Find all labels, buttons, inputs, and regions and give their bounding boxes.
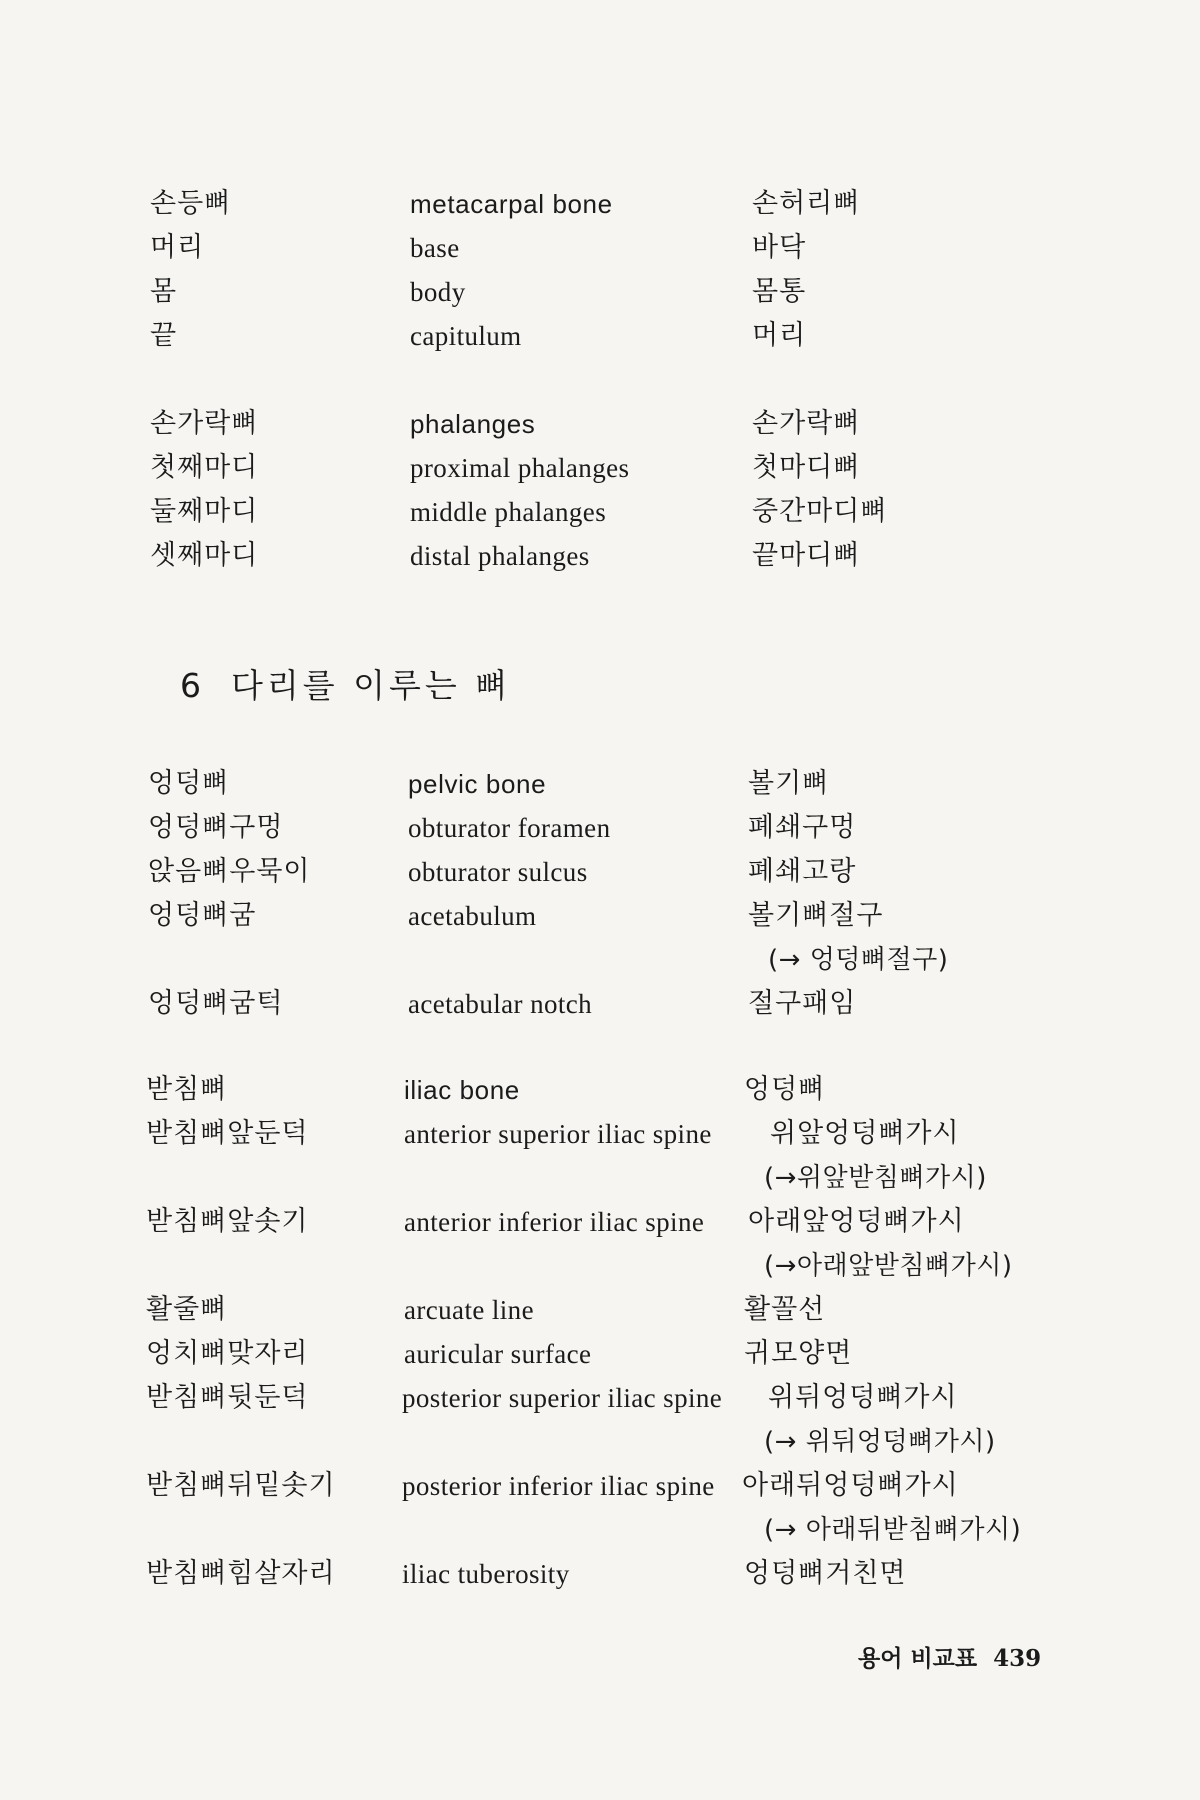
- term-group-pelvic: [0, 762, 1200, 1026]
- old-korean-term: 엉치뼈맞자리: [146, 1338, 309, 1369]
- old-korean-term: 받침뼈뒤밑솟기: [146, 1470, 336, 1501]
- english-term: proximal phalanges: [410, 453, 630, 483]
- english-term: posterior superior iliac spine: [402, 1383, 723, 1413]
- old-korean-term: 받침뼈뒷둔덕: [146, 1382, 309, 1413]
- new-korean-term: 아래앞엉덩뼈가시: [748, 1206, 965, 1237]
- table-row: [0, 226, 1200, 270]
- new-korean-term: 볼기뼈: [748, 768, 830, 799]
- section-heading: [180, 660, 511, 707]
- english-term: iliac tuberosity: [402, 1559, 570, 1589]
- table-row-continuation: [0, 938, 1200, 982]
- table-row: [0, 534, 1200, 578]
- english-term: arcuate line: [404, 1295, 534, 1325]
- english-term: pelvic bone: [408, 769, 547, 799]
- new-korean-term: 위뒤엉덩뼈가시: [768, 1382, 958, 1413]
- english-term: capitulum: [410, 321, 522, 351]
- table-row: [0, 402, 1200, 446]
- new-korean-term: 바닥: [752, 232, 807, 263]
- old-korean-term: 손가락뼈: [150, 408, 259, 439]
- new-korean-term: 엉덩뼈거친면: [744, 1558, 907, 1589]
- old-korean-term: 끝: [150, 320, 178, 351]
- table-row: [0, 1200, 1200, 1244]
- table-row: [0, 270, 1200, 314]
- section-title: 다리를 이루는 뼈: [231, 666, 512, 705]
- old-korean-term: 엉덩뼈: [148, 768, 230, 799]
- english-term: base: [410, 233, 460, 263]
- new-korean-term: 손허리뼈: [752, 188, 861, 219]
- term-note: (→위앞받침뼈가시): [764, 1163, 987, 1193]
- term-group-metacarpal: [0, 182, 1200, 358]
- old-korean-term: 받침뼈힘살자리: [146, 1558, 336, 1589]
- new-korean-term: 폐쇄고랑: [748, 856, 857, 887]
- table-row: [0, 982, 1200, 1026]
- old-korean-term: 첫째마디: [150, 452, 259, 483]
- english-term: anterior superior iliac spine: [404, 1119, 712, 1149]
- table-row-continuation: [0, 1420, 1200, 1464]
- english-term: iliac bone: [404, 1075, 520, 1105]
- new-korean-term: 폐쇄구멍: [748, 812, 857, 843]
- table-row: [0, 1332, 1200, 1376]
- table-row: [0, 314, 1200, 358]
- old-korean-term: 머리: [150, 232, 205, 263]
- old-korean-term: 엉덩뼈굼턱: [148, 988, 284, 1019]
- table-row: [0, 894, 1200, 938]
- new-korean-term: 아래뒤엉덩뼈가시: [742, 1470, 959, 1501]
- table-row: [0, 1376, 1200, 1420]
- english-term: auricular surface: [404, 1339, 592, 1369]
- table-row: [0, 806, 1200, 850]
- footer-label: 용어 비교표: [858, 1645, 978, 1672]
- new-korean-term: 활꼴선: [744, 1294, 826, 1325]
- table-row: [0, 1552, 1200, 1596]
- english-term: obturator sulcus: [408, 857, 588, 887]
- term-note: (→ 아래뒤받침뼈가시): [764, 1515, 1022, 1545]
- new-korean-term: 위앞엉덩뼈가시: [770, 1118, 960, 1149]
- old-korean-term: 몸: [150, 276, 178, 307]
- old-korean-term: 받침뼈앞솟기: [146, 1206, 309, 1237]
- new-korean-term: 볼기뼈절구: [748, 900, 884, 931]
- old-korean-term: 앉음뼈우묵이: [148, 856, 311, 887]
- table-row: [0, 850, 1200, 894]
- table-row: [0, 182, 1200, 226]
- table-row: [0, 490, 1200, 534]
- english-term: metacarpal bone: [410, 189, 613, 219]
- table-row: [0, 446, 1200, 490]
- english-term: obturator foramen: [408, 813, 611, 843]
- page-footer: [858, 1640, 1041, 1673]
- table-row-continuation: [0, 1508, 1200, 1552]
- term-note: (→아래앞받침뼈가시): [764, 1251, 1013, 1281]
- old-korean-term: 받침뼈: [146, 1074, 228, 1105]
- section-number: 6: [180, 666, 205, 705]
- old-korean-term: 둘째마디: [150, 496, 259, 527]
- old-korean-term: 셋째마디: [150, 540, 259, 571]
- old-korean-term: 엉덩뼈구멍: [148, 812, 284, 843]
- english-term: posterior inferior iliac spine: [402, 1471, 715, 1501]
- english-term: distal phalanges: [410, 541, 590, 571]
- new-korean-term: 중간마디뼈: [752, 496, 888, 527]
- new-korean-term: 손가락뼈: [752, 408, 861, 439]
- english-term: phalanges: [410, 409, 536, 439]
- table-row: [0, 1464, 1200, 1508]
- english-term: body: [410, 277, 466, 307]
- english-term: acetabular notch: [408, 989, 593, 1019]
- table-row-continuation: [0, 1156, 1200, 1200]
- new-korean-term: 귀모양면: [744, 1338, 853, 1369]
- english-term: acetabulum: [408, 901, 537, 931]
- new-korean-term: 첫마디뼈: [752, 452, 861, 483]
- english-term: middle phalanges: [410, 497, 607, 527]
- english-term: anterior inferior iliac spine: [404, 1207, 705, 1237]
- old-korean-term: 활줄뼈: [146, 1294, 228, 1325]
- old-korean-term: 받침뼈앞둔덕: [146, 1118, 309, 1149]
- term-note: (→ 엉덩뼈절구): [768, 945, 949, 975]
- term-group-iliac: [0, 1068, 1200, 1596]
- term-note: (→ 위뒤엉덩뼈가시): [764, 1427, 996, 1457]
- new-korean-term: 끝마디뼈: [752, 540, 861, 571]
- table-row: [0, 1068, 1200, 1112]
- new-korean-term: 몸통: [752, 276, 807, 307]
- new-korean-term: 절구패임: [748, 988, 857, 1019]
- new-korean-term: 머리: [752, 320, 807, 351]
- page-number: 439: [993, 1645, 1042, 1672]
- table-row-continuation: [0, 1244, 1200, 1288]
- table-row: [0, 762, 1200, 806]
- old-korean-term: 손등뼈: [150, 188, 232, 219]
- term-group-phalanges: [0, 402, 1200, 578]
- table-row: [0, 1112, 1200, 1156]
- old-korean-term: 엉덩뼈굼: [148, 900, 257, 931]
- new-korean-term: 엉덩뼈: [744, 1074, 826, 1105]
- table-row: [0, 1288, 1200, 1332]
